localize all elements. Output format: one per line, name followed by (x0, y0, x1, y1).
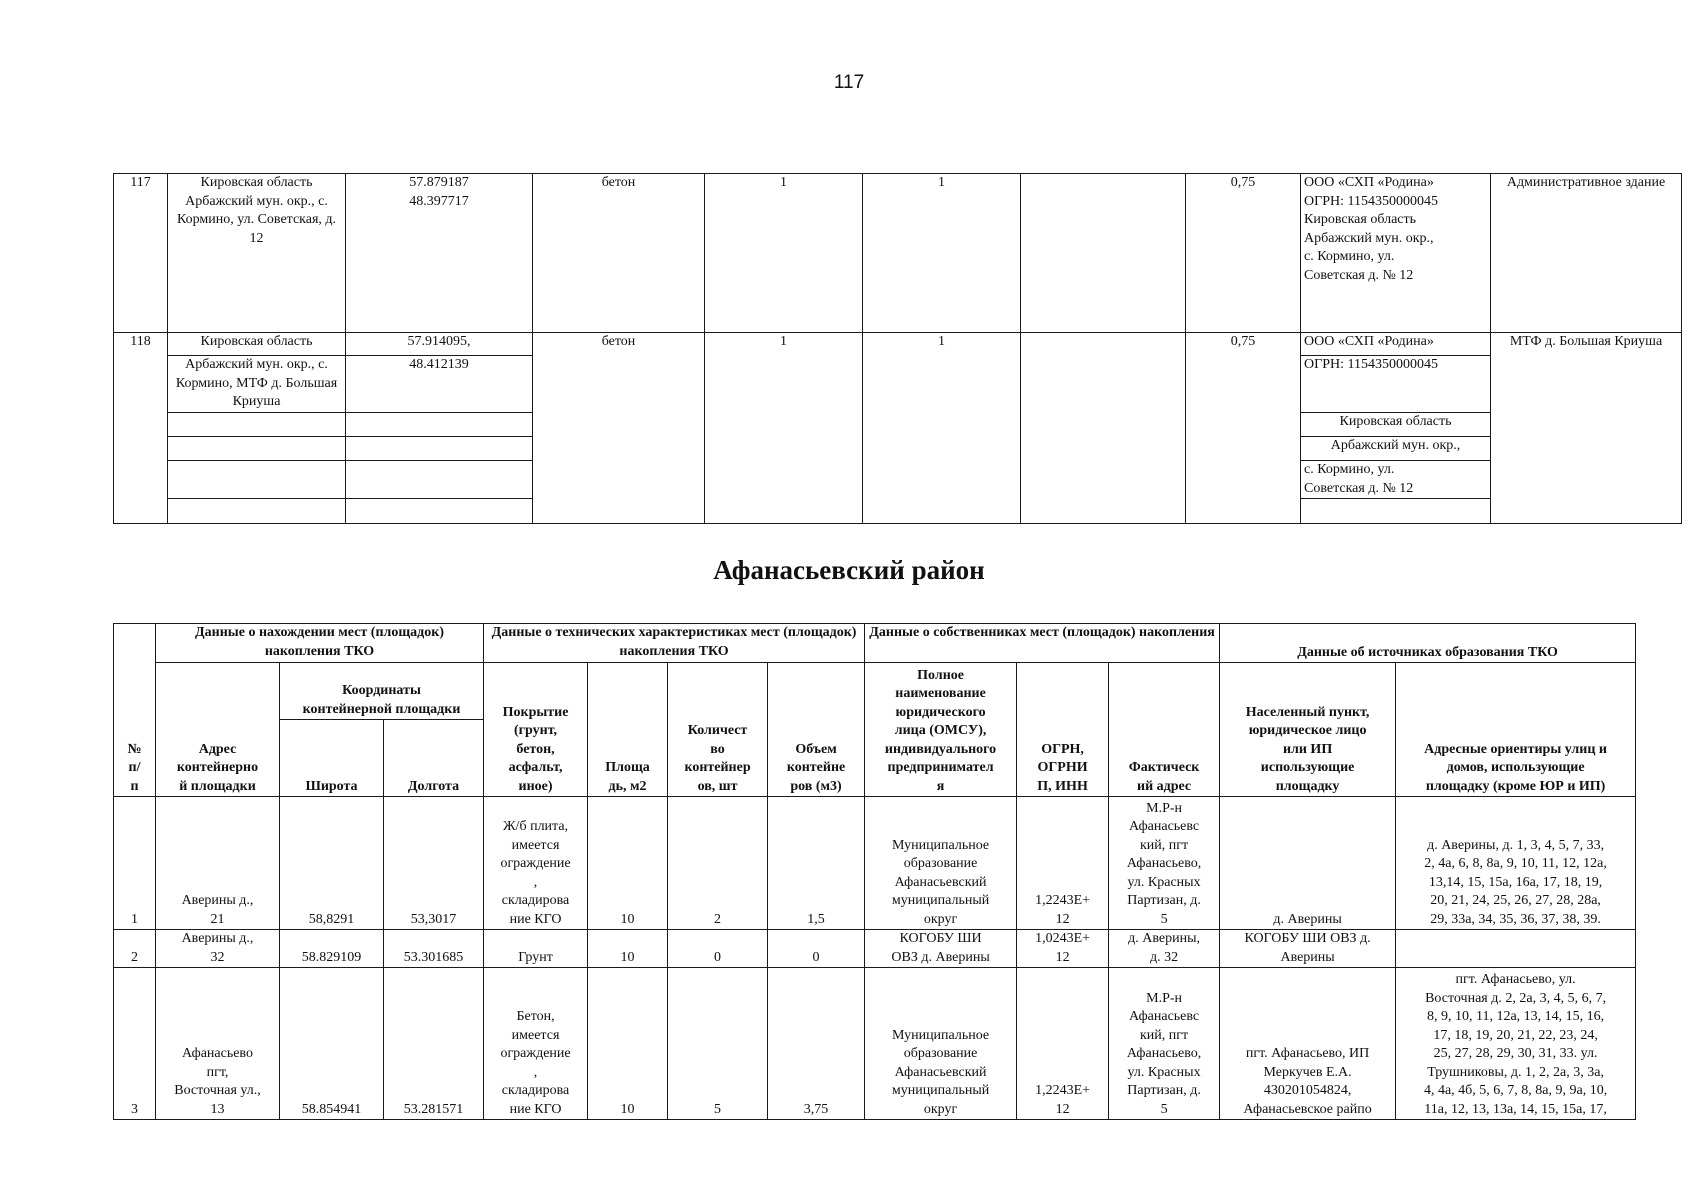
owner-name: КОГОБУ ШИ ОВЗ д. Аверины (865, 930, 1017, 968)
owner-info: ООО «СХП «Родина» ОГРН: 1154350000045 Кировская область Арбажский мун. окр., с. Кормино, ул. Советская д. № 12 (1301, 174, 1491, 333)
site-latitude: 58.854941 (280, 968, 384, 1120)
row-number: 2 (114, 930, 156, 968)
site-surface: бетон (533, 174, 705, 333)
owner-ogrn: 1,2243E+ 12 (1017, 797, 1109, 930)
column-header-longitude: Долгота (384, 720, 484, 797)
container-volume: 0,75 (1186, 333, 1301, 524)
group-header-owners: Данные о собственниках мест (площадок) накопления (865, 624, 1220, 663)
empty-cell (1021, 174, 1186, 333)
container-volume: 0 (768, 930, 865, 968)
empty-cell (168, 437, 346, 461)
waste-source: МТФ д. Большая Криуша (1491, 333, 1682, 524)
column-header-coordinates: Координаты контейнерной площадки (280, 663, 484, 720)
site-latitude: 58,8291 (280, 797, 384, 930)
site-coordinate-line: 48.412139 (346, 356, 533, 413)
table-row (114, 797, 1636, 930)
site-area: 10 (588, 930, 668, 968)
site-area: 10 (588, 968, 668, 1120)
empty-cell (168, 461, 346, 499)
column-header-count: Количест во контейнер ов, шт (668, 663, 768, 797)
site-surface: бетон (533, 333, 705, 524)
owner-ogrn: 1,0243E+ 12 (1017, 930, 1109, 968)
owner-info-line: Арбажский мун. окр., (1301, 437, 1491, 461)
site-longitude: 53.301685 (384, 930, 484, 968)
site-area: 10 (588, 797, 668, 930)
site-longitude: 53.281571 (384, 968, 484, 1120)
owner-actual-address: д. Аверины, д. 32 (1109, 930, 1220, 968)
source-street-refs (1396, 930, 1636, 968)
owner-info-line: ООО «СХП «Родина» (1301, 333, 1491, 356)
empty-cell (168, 499, 346, 524)
empty-cell (168, 413, 346, 437)
district-title: Афанасьевский район (713, 555, 985, 585)
owner-info-line: Кировская область (1301, 413, 1491, 437)
column-header-number: № п/ п (114, 624, 156, 797)
column-header-actual-address: Фактическ ий адрес (1109, 663, 1220, 797)
source-settlement: пгт. Афанасьево, ИП Меркучев Е.А. 430201054824, Афанасьевское райпо (1220, 968, 1396, 1120)
table-row (114, 174, 1682, 333)
owner-actual-address: М.Р-н Афанасьевс кий, пгт Афанасьево, ул. Красных Партизан, д. 5 (1109, 968, 1220, 1120)
site-coordinates: 57.879187 48.397717 (346, 174, 533, 333)
site-latitude: 58.829109 (280, 930, 384, 968)
empty-cell (346, 437, 533, 461)
column-header-address: Адрес контейнерно й площадки (156, 663, 280, 797)
site-address: Аверины д., 21 (156, 797, 280, 930)
row-number: 118 (114, 333, 168, 524)
site-surface: Грунт (484, 930, 588, 968)
container-count: 1 (863, 333, 1021, 524)
page-number: 117 (833, 72, 865, 93)
row-number: 117 (114, 174, 168, 333)
container-volume: 1,5 (768, 797, 865, 930)
column-header-ogrn: ОГРН, ОГРНИ П, ИНН (1017, 663, 1109, 797)
column-header-surface: Покрытие (грунт, бетон, асфальт, иное) (484, 663, 588, 797)
table-row (114, 333, 1682, 356)
column-header-owner-name: Полное наименование юридического лица (ОМСУ), индивидуального предпринимател я (865, 663, 1017, 797)
source-settlement: КОГОБУ ШИ ОВЗ д. Аверины (1220, 930, 1396, 968)
container-count: 2 (668, 797, 768, 930)
column-header-settlement: Населенный пункт, юридическое лицо или ИП использующие площадку (1220, 663, 1396, 797)
owner-actual-address: М.Р-н Афанасьевс кий, пгт Афанасьево, ул. Красных Партизан, д. 5 (1109, 797, 1220, 930)
group-header-technical: Данные о технических характеристиках мест (площадок) накопления ТКО (484, 624, 865, 663)
site-address: Аверины д., 32 (156, 930, 280, 968)
column-header-area: Площа дь, м2 (588, 663, 668, 797)
table-row (114, 968, 1636, 1120)
container-volume: 0,75 (1186, 174, 1301, 333)
owner-name: Муниципальное образование Афанасьевский муниципальный округ (865, 968, 1017, 1120)
site-address-line: Арбажский мун. окр., с. Кормино, МТФ д. Большая Криуша (168, 356, 346, 413)
column-header-latitude: Широта (280, 720, 384, 797)
container-volume: 3,75 (768, 968, 865, 1120)
container-count: 1 (863, 174, 1021, 333)
table-row (114, 930, 1636, 968)
owner-ogrn: 1,2243E+ 12 (1017, 968, 1109, 1120)
column-header-volume: Объем контейне ров (м3) (768, 663, 865, 797)
empty-cell (346, 461, 533, 499)
empty-cell (1021, 333, 1186, 524)
row-number: 1 (114, 797, 156, 930)
site-area: 1 (705, 174, 863, 333)
registry-table-afanasyevsky (113, 623, 1636, 1120)
site-address-line: Кировская область (168, 333, 346, 356)
container-count: 0 (668, 930, 768, 968)
site-coordinate-line: 57.914095, (346, 333, 533, 356)
row-number: 3 (114, 968, 156, 1120)
site-surface: Бетон, имеется ограждение , складирова ние КГО (484, 968, 588, 1120)
site-longitude: 53,3017 (384, 797, 484, 930)
container-count: 5 (668, 968, 768, 1120)
source-street-refs: пгт. Афанасьево, ул. Восточная д. 2, 2а, 3, 4, 5, 6, 7, 8, 9, 10, 11, 12а, 13, 14, 15, 16, 17, 18, 19, 20, 21, 22, 23, 24, 25, 27, 28, 29, 30, 31, 33. ул. Трушниковы, д. 1, 2, 2а, 3, 3а, 4, 4а, 4б, 5, 6, 7, 8, 8а, 9, 9а, 10, 11а, 12, 13, 13а, 14, 15, 15а, 17, (1396, 968, 1636, 1120)
registry-table-continued (113, 173, 1682, 524)
site-area: 1 (705, 333, 863, 524)
source-settlement: д. Аверины (1220, 797, 1396, 930)
group-header-sources: Данные об источниках образования ТКО (1220, 624, 1636, 663)
owner-info-line: ОГРН: 1154350000045 (1301, 356, 1491, 413)
empty-cell (346, 413, 533, 437)
column-header-street-refs: Адресные ориентиры улиц и домов, использующие площадку (кроме ЮР и ИП) (1396, 663, 1636, 797)
source-street-refs: д. Аверины, д. 1, 3, 4, 5, 7, 33, 2, 4а, 6, 8, 8а, 9, 10, 11, 12, 12а, 13,14, 15, 15а, 16а, 17, 18, 19, 20, 21, 24, 25, 26, 27, 28, 28а, 29, 33а, 34, 35, 36, 37, 38, 39. (1396, 797, 1636, 930)
site-address: Афанасьево пгт, Восточная ул., 13 (156, 968, 280, 1120)
site-surface: Ж/б плита, имеется ограждение , складирова ние КГО (484, 797, 588, 930)
site-address: Кировская область Арбажский мун. окр., с. Кормино, ул. Советская, д. 12 (168, 174, 346, 333)
waste-source: Административное здание (1491, 174, 1682, 333)
owner-name: Муниципальное образование Афанасьевский муниципальный округ (865, 797, 1017, 930)
empty-cell (346, 499, 533, 524)
group-header-location: Данные о нахождении мест (площадок) накопления ТКО (156, 624, 484, 663)
empty-cell (1301, 499, 1491, 524)
owner-info-line: с. Кормино, ул. Советская д. № 12 (1301, 461, 1491, 499)
